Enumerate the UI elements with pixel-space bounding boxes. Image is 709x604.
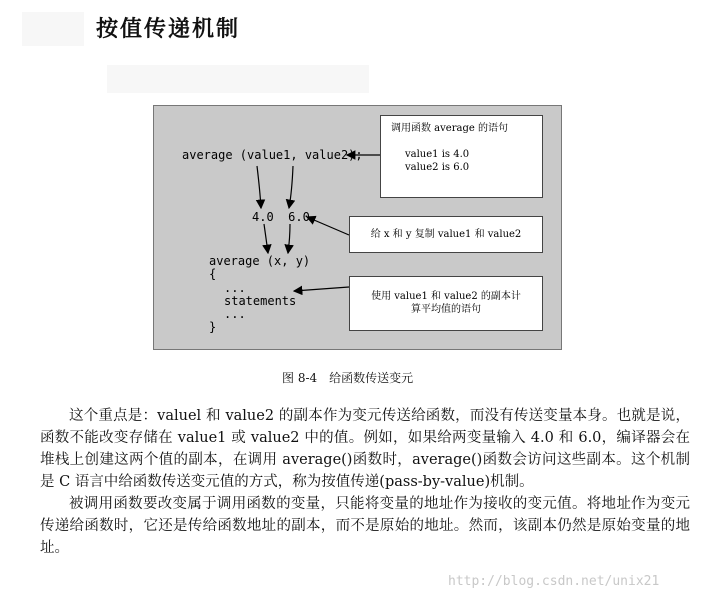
arrow-x — [264, 224, 268, 253]
callout-statements — [349, 276, 543, 331]
caption-number: 图 8-4 — [282, 371, 318, 385]
callout-line: value1 is 4.0 — [405, 149, 470, 160]
arrow-callout3 — [294, 287, 349, 291]
code-values: 4.0 6.0 — [252, 210, 310, 224]
callout-copy — [349, 216, 543, 253]
callout-text: 给 x 和 y 复制 value1 和 value2 — [370, 229, 522, 240]
blank-region — [107, 65, 369, 93]
callout-line: 使用 value1 和 value2 的副本计 — [371, 291, 521, 302]
callout-line: 算平均值的语句 — [411, 304, 481, 315]
blank-region — [22, 12, 84, 46]
arrow-value2 — [289, 166, 293, 208]
code-statements: statements — [224, 294, 297, 308]
arrow-value1 — [257, 166, 261, 208]
caption-text: 给函数传送变元 — [329, 371, 414, 385]
figure-diagram — [153, 105, 562, 350]
arrow-callout2 — [307, 217, 349, 235]
code-call: average (value1, value2); — [182, 148, 363, 162]
body-text — [40, 405, 690, 559]
code-dots: ... — [224, 281, 246, 295]
figure-caption — [282, 369, 425, 386]
watermark: http://blog.csdn.net/unix21 — [448, 574, 660, 589]
arrow-y — [288, 224, 290, 253]
code-header: average (x, y) — [209, 254, 311, 268]
page-title: 按值传递机制 — [96, 16, 241, 42]
callout-line: value2 is 6.0 — [405, 162, 470, 173]
callout-title: 调用函数 average 的语句 — [391, 123, 508, 134]
code-close-brace: } — [209, 320, 217, 334]
code-open-brace: { — [209, 267, 217, 281]
paragraph: 这个重点是：valuel 和 value2 的副本作为变元传送给函数，而没有传送变量本身。也就是说，函数不能改变存储在 value1 或 value2 中的值。例如，如果给两变量输入 4.0 和 6.0，编译器会在堆栈上创建这两个值的副本，在调用 average()函数时，average()函数会访问这些副本。这个机制是 C 语言中给函数传送变元值的方式，称为按值传递(pass-by-value)机制。 — [40, 408, 690, 490]
callout-call-statement — [380, 115, 543, 198]
code-dots: ... — [224, 307, 246, 321]
paragraph: 被调用函数要改变属于调用函数的变量，只能将变量的地址作为接收的变元值。将地址作为变元传递给函数时，它还是传给函数地址的副本，而不是原始的地址。然而，该副本仍然是原始变量的地址。 — [40, 496, 690, 556]
